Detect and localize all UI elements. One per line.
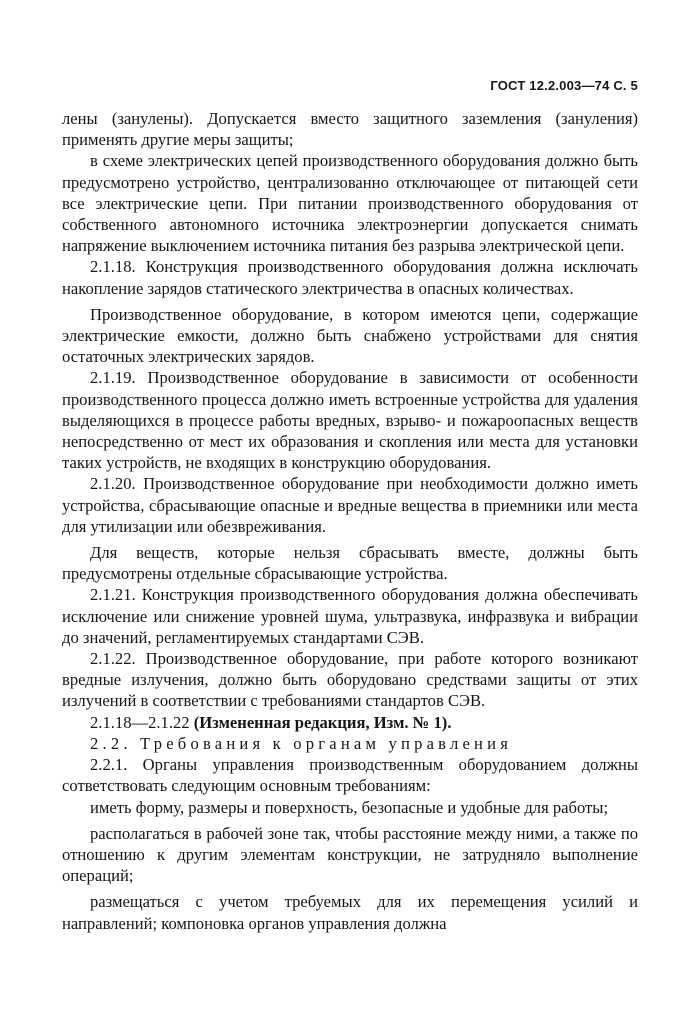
- clause-2-1-19: 2.1.19. Производственное оборудование в зависимости от особенности производственного процесса должно иметь встроенные устройства для удаления выделяющихся в процессе работы вредных, взрыво- и пожароопасных веществ непосредственно от мест их образования и скопления или места для установки таких устройств, не входящих в конструкцию оборудования.: [62, 368, 638, 473]
- clause-2-1-22: 2.1.22. Производственное оборудование, при работе которого возникают вредные излучения, должно быть оборудовано средствами защиты от этих излучений в соответствии с требованиями стандартов СЭВ.: [62, 649, 638, 711]
- list-item: располагаться в рабочей зоне так, чтобы расстояние между ними, а также по отношению к другим элементам конструкции, не затрудняло выполнение операций;: [62, 823, 638, 886]
- clause-2-1-21: 2.1.21. Конструкция производственного оборудования должна обеспечивать исключение или снижение уровней шума, ультразвука, инфразвука и вибрации до значений, регламентируемых стандартами СЭВ.: [62, 585, 638, 647]
- section-heading-2-2: 2.2. Требования к органам управления: [90, 733, 513, 753]
- clause-2-1-20: 2.1.20. Производственное оборудование при необходимости должно иметь устройства, сбрасывающие опасные и вредные вещества в приемники или места для утилизации или обезвреживания.: [62, 474, 638, 536]
- list-item: иметь форму, размеры и поверхность, безопасные и удобные для работы;: [90, 797, 609, 817]
- list-item: размещаться с учетом требуемых для их перемещения усилий и направлений; компоновка органов управления должна: [62, 892, 638, 933]
- paragraph: Для веществ, которые нельзя сбрасывать вместе, должны быть предусмотрены отдельные сбрасывающие устройства.: [62, 543, 638, 584]
- amendment-range: 2.1.18—2.1.22: [90, 712, 190, 732]
- paragraph: в схеме электрических цепей производственного оборудования должно быть предусмотрено устройство, централизованно отключающее от питающей сети все электрические цепи. При питании производственного оборудования от собственного автономного источника электроэнергии допускается снимать напряжение выключением источника питания без разрыва электрической цепи.: [62, 151, 638, 256]
- paragraph-continued: лены (занулены). Допускается вместо защитного заземления (зануления) применять другие меры защиты;: [62, 109, 638, 150]
- page-header: ГОСТ 12.2.003—74 С. 5: [490, 78, 638, 93]
- document-body: [62, 108, 638, 934]
- amendment-note: [62, 712, 638, 733]
- clause-2-1-18: 2.1.18. Конструкция производственного оборудования должна исключать накопление зарядов статического электричества в опасных количествах.: [62, 257, 638, 298]
- amendment-label: (Измененная редакция, Изм. № 1).: [193, 712, 452, 732]
- paragraph: Производственное оборудование, в котором имеются цепи, содержащие электрические емкости, должно быть снабжено устройствами для снятия остаточных электрических зарядов.: [62, 304, 638, 367]
- clause-2-2-1: 2.2.1. Органы управления производственным оборудованием должны сответствовать следующим основным требованиям:: [62, 755, 638, 796]
